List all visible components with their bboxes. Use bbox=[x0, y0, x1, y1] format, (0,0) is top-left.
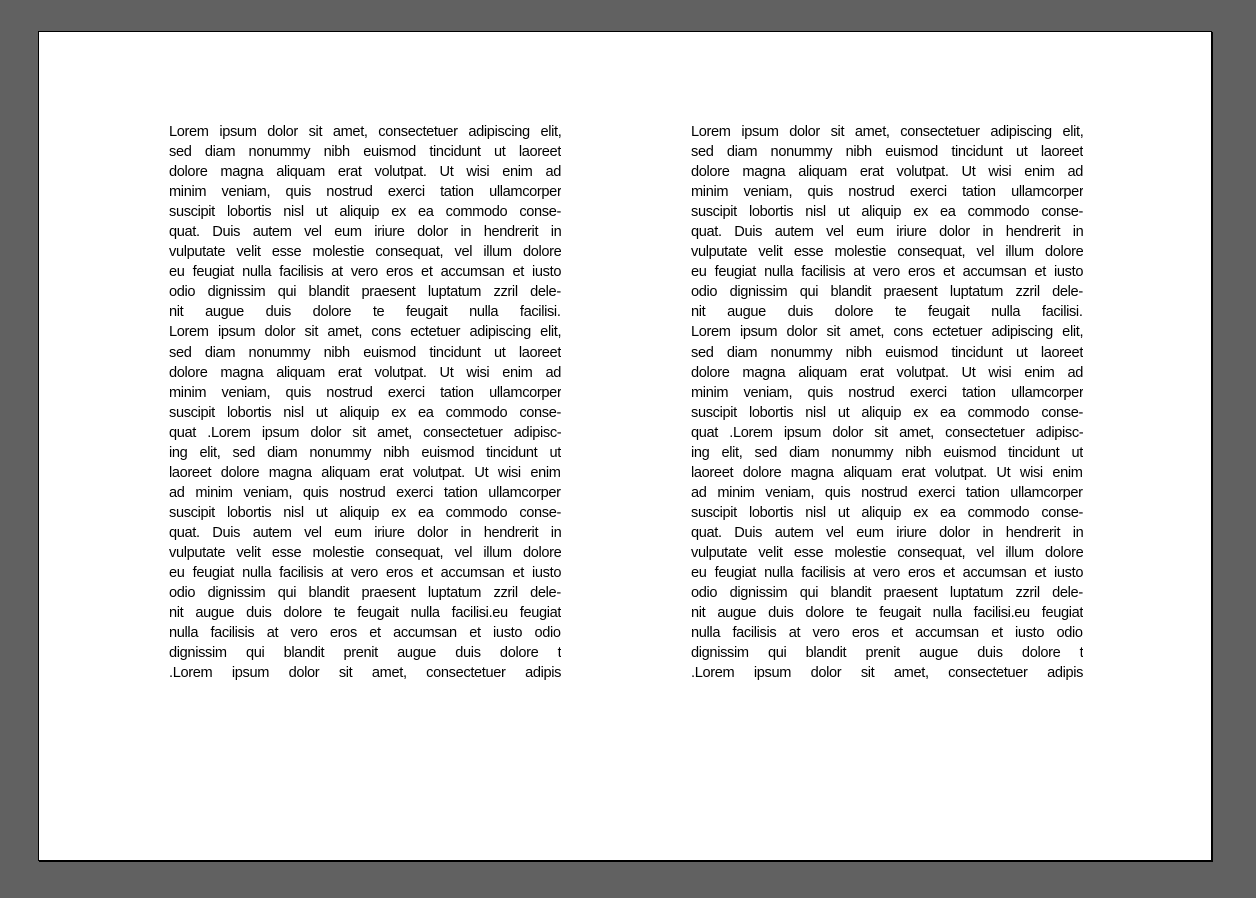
text-line: suscipit lobortis nisl ut aliquip ex ea commodo conse- bbox=[691, 504, 1083, 521]
text-line: laoreet dolore magna aliquam erat volutpat. Ut wisi enim bbox=[169, 464, 561, 481]
text-line: nit augue duis dolore te feugait nulla facilisi.eu feugiat bbox=[169, 605, 561, 622]
text-line: sed diam nonummy nibh euismod tincidunt ut laoreet bbox=[691, 144, 1083, 161]
text-line: minim veniam, quis nostrud exerci tation ullamcorper bbox=[169, 184, 561, 201]
text-line: dignissim qui blandit prenit augue duis dolore t bbox=[169, 645, 561, 662]
text-line: dolore magna aliquam erat volutpat. Ut wisi enim ad bbox=[691, 364, 1083, 381]
text-line: suscipit lobortis nisl ut aliquip ex ea commodo conse- bbox=[169, 404, 561, 421]
text-line: suscipit lobortis nisl ut aliquip ex ea commodo conse- bbox=[691, 404, 1083, 421]
text-line: odio dignissim qui blandit praesent luptatum zzril dele- bbox=[691, 585, 1083, 602]
text-line: ing elit, sed diam nonummy nibh euismod tincidunt ut bbox=[169, 444, 561, 461]
text-line: eu feugiat nulla facilisis at vero eros et accumsan et iusto bbox=[169, 264, 561, 281]
text-line: vulputate velit esse molestie consequat, vel illum dolore bbox=[691, 244, 1083, 261]
text-line: quat. Duis autem vel eum iriure dolor in hendrerit in bbox=[691, 224, 1083, 241]
text-line: eu feugiat nulla facilisis at vero eros et accumsan et iusto bbox=[169, 565, 561, 582]
text-line: odio dignissim qui blandit praesent luptatum zzril dele- bbox=[169, 284, 561, 301]
text-line: vulputate velit esse molestie consequat, vel illum dolore bbox=[691, 544, 1083, 561]
text-line: dolore magna aliquam erat volutpat. Ut wisi enim ad bbox=[691, 164, 1083, 181]
text-line: odio dignissim qui blandit praesent luptatum zzril dele- bbox=[169, 585, 561, 602]
text-line: eu feugiat nulla facilisis at vero eros et accumsan et iusto bbox=[691, 565, 1083, 582]
text-line: suscipit lobortis nisl ut aliquip ex ea commodo conse- bbox=[691, 204, 1083, 221]
text-line: ing elit, sed diam nonummy nibh euismod tincidunt ut bbox=[691, 444, 1083, 461]
text-line: quat .Lorem ipsum dolor sit amet, consectetuer adipisc- bbox=[691, 424, 1083, 441]
text-line: dignissim qui blandit prenit augue duis dolore t bbox=[691, 645, 1083, 662]
text-line: Lorem ipsum dolor sit amet, consectetuer adipiscing elit, bbox=[169, 124, 561, 140]
text-line: sed diam nonummy nibh euismod tincidunt ut laoreet bbox=[169, 144, 561, 161]
text-line: nit augue duis dolore te feugait nulla facilisi. bbox=[691, 304, 1083, 321]
text-line: eu feugiat nulla facilisis at vero eros et accumsan et iusto bbox=[691, 264, 1083, 281]
text-line: dolore magna aliquam erat volutpat. Ut wisi enim ad bbox=[169, 164, 561, 181]
text-line: sed diam nonummy nibh euismod tincidunt ut laoreet bbox=[169, 344, 561, 361]
text-column-left bbox=[169, 122, 561, 683]
text-line: nit augue duis dolore te feugait nulla facilisi.eu feugiat bbox=[691, 605, 1083, 622]
text-line: ad minim veniam, quis nostrud exerci tation ullamcorper bbox=[169, 484, 561, 501]
text-column-right bbox=[691, 122, 1083, 683]
text-line: quat .Lorem ipsum dolor sit amet, consectetuer adipisc- bbox=[169, 424, 561, 441]
text-line: quat. Duis autem vel eum iriure dolor in hendrerit in bbox=[169, 224, 561, 241]
text-line: nulla facilisis at vero eros et accumsan et iusto odio bbox=[691, 625, 1083, 642]
text-line: quat. Duis autem vel eum iriure dolor in hendrerit in bbox=[169, 524, 561, 541]
text-line: quat. Duis autem vel eum iriure dolor in hendrerit in bbox=[691, 524, 1083, 541]
text-line: vulputate velit esse molestie consequat, vel illum dolore bbox=[169, 544, 561, 561]
text-line: laoreet dolore magna aliquam erat volutpat. Ut wisi enim bbox=[691, 464, 1083, 481]
text-line: odio dignissim qui blandit praesent luptatum zzril dele- bbox=[691, 284, 1083, 301]
text-line: dolore magna aliquam erat volutpat. Ut wisi enim ad bbox=[169, 364, 561, 381]
text-line: sed diam nonummy nibh euismod tincidunt ut laoreet bbox=[691, 344, 1083, 361]
text-line: minim veniam, quis nostrud exerci tation ullamcorper bbox=[691, 384, 1083, 401]
text-line: suscipit lobortis nisl ut aliquip ex ea commodo conse- bbox=[169, 504, 561, 521]
text-line: suscipit lobortis nisl ut aliquip ex ea commodo conse- bbox=[169, 204, 561, 221]
text-line: nit augue duis dolore te feugait nulla facilisi. bbox=[169, 304, 561, 321]
text-line: minim veniam, quis nostrud exerci tation ullamcorper bbox=[169, 384, 561, 401]
text-line: .Lorem ipsum dolor sit amet, consectetuer adipis bbox=[691, 665, 1083, 682]
text-line: Lorem ipsum dolor sit amet, cons ectetuer adipiscing elit, bbox=[169, 324, 561, 341]
text-line: nulla facilisis at vero eros et accumsan et iusto odio bbox=[169, 625, 561, 642]
document-page bbox=[38, 31, 1212, 861]
text-line: vulputate velit esse molestie consequat, vel illum dolore bbox=[169, 244, 561, 261]
text-line: minim veniam, quis nostrud exerci tation ullamcorper bbox=[691, 184, 1083, 201]
text-line: Lorem ipsum dolor sit amet, cons ectetuer adipiscing elit, bbox=[691, 324, 1083, 341]
text-line: ad minim veniam, quis nostrud exerci tation ullamcorper bbox=[691, 484, 1083, 501]
text-line: .Lorem ipsum dolor sit amet, consectetuer adipis bbox=[169, 665, 561, 682]
text-line: Lorem ipsum dolor sit amet, consectetuer adipiscing elit, bbox=[691, 124, 1083, 140]
